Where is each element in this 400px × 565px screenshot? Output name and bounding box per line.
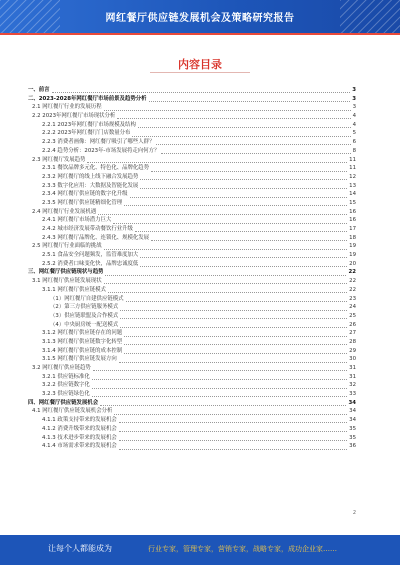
toc-entry[interactable] [28,373,356,382]
toc-entry-title: 2.3.5 网红餐厅供应链精细化管理 [42,199,123,206]
toc-entry-page: 3 [352,87,356,93]
report-title: 网红餐厅供应链发展机会及策略研究报告 [105,13,295,24]
toc-entry-title: 2.3.2 网红餐厅的线上线下融合发展趋势 [42,173,139,180]
toc-leader-dots [98,213,347,215]
toc-entry[interactable] [28,390,356,399]
toc-entry-page: 23 [349,295,356,302]
toc-entry[interactable] [28,364,356,373]
toc-entry-page: 4 [352,121,356,128]
toc-entry[interactable] [28,86,356,95]
toc-leader-dots [100,404,346,406]
toc-entry-title: 2.3.1 餐饮品牌多元化、特色化、品牌化趋势 [42,165,150,172]
footer-banner [0,535,400,565]
toc-entry-title: 2.2.2 2023年网红餐厅门店数量分布 [42,130,131,137]
toc-entry[interactable] [28,268,356,277]
toc-leader-dots [132,135,350,137]
toc-entry[interactable] [28,225,356,234]
toc-entry-page: 22 [349,286,356,293]
toc-leader-dots [117,117,350,119]
toc-leader-dots [124,204,347,206]
toc-entry[interactable] [28,251,356,260]
toc-leader-dots [120,326,347,328]
toc-leader-dots [149,100,351,102]
toc-leader-dots [124,352,347,354]
toc-entry[interactable] [28,416,356,425]
toc-leader-dots [119,430,347,432]
toc-entry-page: 20 [349,260,356,267]
toc-entry-title: 四、网红餐厅供应链发展机会 [28,399,99,406]
toc-entry-title: 4.1 网红餐厅供应链发展机会分析 [32,408,113,415]
toc-entry[interactable] [28,295,356,304]
toc-entry-title: 3.1 网红餐厅供应链发展现状 [32,278,102,285]
toc-entry-title: 2.2.4 趋势分析：2023年-市场发展将走向何方？ [42,147,160,154]
toc-entry[interactable] [28,381,356,390]
toc-leader-dots [52,91,351,93]
toc-entry-page: 36 [349,443,356,450]
toc-entry[interactable] [28,138,356,147]
toc-entry-title: 2.3.3 数字化应用：大数据及智能化发展 [42,182,139,189]
toc-entry-page: 19 [349,243,356,250]
toc-entry-page: 13 [349,182,356,189]
toc-entry-page: 22 [348,269,356,276]
toc-entry[interactable] [28,234,356,243]
toc-entry-title: 2.3.4 网红餐厅供应链的数字化升级 [42,191,128,198]
page-number: 2 [352,510,356,516]
toc-entry[interactable] [28,355,356,364]
toc-entry-title: 3.1.2 网红餐厅供应链存在的问题 [42,330,123,337]
toc-entry[interactable] [28,442,356,451]
toc-entry-page: 27 [349,330,356,337]
toc-entry[interactable] [28,103,356,112]
toc-entry-title: 2.5.2 消费者口味变化快，品牌忠诚度低 [42,260,139,267]
toc-leader-dots [119,361,347,363]
toc-entry-title: 4.1.3 技术进步带来的发展机会 [42,434,117,441]
toc-entry[interactable] [28,121,356,130]
toc-entry-title: 4.1.1 政策支持带来的发展机会 [42,417,117,424]
toc-entry-page: 16 [349,217,356,224]
toc-entry[interactable] [28,95,356,104]
toc-entry-page: 15 [349,199,356,206]
toc-leader-dots [151,239,347,241]
toc-entry-page: 34 [349,417,356,424]
toc-leader-dots [151,170,347,172]
toc-entry[interactable] [28,260,356,269]
toc-entry-title: （3）供应链联盟及合作模式 [50,312,119,319]
toc-entry-page: 17 [349,226,356,232]
toc-entry-page: 24 [349,304,356,311]
toc-entry-title: 2.3 网红餐厅发展趋势 [32,156,86,163]
toc-leader-dots [105,274,346,276]
toc-leader-dots [93,369,347,371]
toc-heading: 内容目录 [178,58,222,71]
toc-entry[interactable] [28,129,356,138]
toc-entry-title: （4）中央厨房统一配送模式 [50,321,119,328]
toc-entry-page: 4 [352,113,356,120]
toc-entry-page: 5 [352,130,356,137]
toc-entry-page: 19 [349,252,356,259]
toc-entry-title: 2.4 网红餐厅行业发展机遇 [32,208,97,215]
toc-leader-dots [140,178,347,180]
toc-entry-title: 3.1.5 网红餐厅供应链发展方向 [42,356,117,363]
toc-leader-dots [113,222,347,224]
toc-entry[interactable] [28,156,356,165]
toc-entry-title: 3.2.3 供应链绿色化 [42,391,90,398]
toc-entry[interactable] [28,147,356,156]
toc-entry-title: 2.4.2 城市经济发展带动餐饮行业升级 [42,226,133,232]
toc-entry-title: 3.1.3 网红餐厅供应链数字化转型 [42,338,123,345]
toc-entry-title: 4.1.2 消费升级带来的发展机会 [42,425,117,432]
toc-entry-title: 三、网红餐厅供应链现状与趋势 [28,269,104,276]
toc-leader-dots [92,395,347,397]
toc-entry-page: 32 [349,382,356,389]
toc-leader-dots [119,448,347,450]
toc-entry[interactable] [28,182,356,191]
toc-entry[interactable] [28,216,356,225]
toc-leader-dots [92,387,347,389]
toc-entry-title: （1）网红餐厅自建供应链模式 [50,295,124,302]
toc-entry[interactable] [28,312,356,321]
toc-leader-dots [119,439,347,441]
toc-leader-dots [161,152,350,154]
toc-leader-dots [156,143,350,145]
toc-entry-page: 35 [349,425,356,432]
toc-entry-title: 2.1 网红餐厅行业的发展历程 [32,104,102,111]
toc-leader-dots [120,317,347,319]
toc-entry[interactable] [28,303,356,312]
toc-entry-page: 12 [349,173,356,180]
toc-leader-dots [114,413,347,415]
toc-entry-page: 6 [352,139,356,146]
toc-entry[interactable] [28,329,356,338]
toc-entry-page: 3 [352,104,356,111]
toc-leader-dots [140,256,347,258]
toc-entry-title: 4.1.4 市场需求带来的发展机会 [42,443,117,450]
toc-entry[interactable] [28,242,356,251]
toc-leader-dots [108,291,347,293]
footer-tagline: 行业专家，管理专家，营销专家，战略专家，成功企业家…… [148,545,337,553]
toc-entry-page: 34 [348,399,356,406]
toc-entry[interactable] [28,286,356,295]
toc-entry-title: 3.2.2 供应链数字化 [42,382,90,389]
toc-entry-page: 30 [349,356,356,363]
toc-entry-page: 22 [349,278,356,285]
toc-entry-title: 2.5.1 食品安全问题频发，监管难度加大 [42,252,139,259]
toc-leader-dots [140,187,347,189]
toc-entry-title: 2.4.3 网红餐厅品牌化、连锁化、规模化发展 [42,234,150,241]
toc-entry-page: 31 [349,365,356,371]
toc-leader-dots [104,282,348,284]
toc-entry[interactable] [28,321,356,330]
toc-leader-dots [124,343,347,345]
toc-leader-dots [124,335,347,337]
toc-entry-title: 2.2.1 2023年网红餐厅市场规模及结构 [42,121,136,128]
toc-entry[interactable] [28,199,356,208]
toc-entry-page: 26 [349,321,356,328]
toc-entry[interactable] [28,347,356,356]
toc-entry-title: 2.2 2023年网红餐厅市场现状分析 [32,113,116,120]
toc-entry[interactable] [28,277,356,286]
toc-entry-title: 2.4.1 网红餐厅市场潜力巨大 [42,217,112,224]
toc-entry[interactable] [28,425,356,434]
toc-entry[interactable] [28,112,356,121]
toc-heading-underline [150,72,250,73]
toc-entry-page: 34 [349,408,356,415]
toc-leader-dots [126,300,348,302]
toc-entry-title: 二、2023-2028年网红餐厅市场前景及趋势分析 [28,95,147,102]
toc-leader-dots [135,230,347,232]
toc-entry[interactable] [28,434,356,443]
toc-entry-page: 3 [352,95,356,102]
toc-leader-dots [130,196,348,198]
toc-entry[interactable] [28,338,356,347]
toc-entry-page: 11 [349,165,356,172]
toc-entry-page: 31 [349,373,356,380]
toc-entry-title: 2.2.3 消费者画像：网红餐厅吸引了哪些人群？ [42,139,155,146]
toc-leader-dots [140,265,347,267]
toc-leader-dots [87,161,347,163]
toc-leader-dots [138,126,351,128]
toc-entry-page: 18 [349,234,356,241]
toc-leader-dots [120,309,347,311]
toc-entry-page: 25 [349,312,356,319]
toc-entry-title: （2）第三方供应链服务模式 [50,304,119,311]
toc-entry-title: 3.1.1 网红餐厅供应链模式 [42,286,106,293]
toc-leader-dots [104,248,348,250]
toc-entry-page: 8 [352,147,356,154]
toc-entry-title: 一、前言 [28,87,50,93]
toc-entry-page: 16 [349,208,356,215]
report-header [0,0,400,35]
toc-entry[interactable] [28,407,356,416]
toc-leader-dots [92,378,347,380]
toc-entry-page: 11 [349,156,356,163]
toc-leader-dots [104,109,351,111]
toc-entry-title: 3.2.1 供应链标准化 [42,373,90,380]
toc-entry[interactable] [28,190,356,199]
toc-entry-title: 3.1.4 网红餐厅供应链的成本控制 [42,347,123,354]
toc-entry-page: 29 [349,347,356,354]
toc-leader-dots [119,421,347,423]
toc-entry-title: 3.2 网红餐厅供应链趋势 [32,365,91,371]
toc-entry[interactable] [28,164,356,173]
toc-entry-page: 28 [349,338,356,345]
toc-entry-page: 14 [349,191,356,198]
toc-entry-page: 33 [349,391,356,398]
toc-entry[interactable] [28,208,356,217]
toc-entry[interactable] [28,173,356,182]
toc-entry[interactable] [28,399,356,408]
table-of-contents [28,86,356,451]
toc-entry-page: 35 [349,434,356,441]
footer-slogan: 让每个人都能成为 [48,544,112,553]
toc-entry-title: 2.5 网红餐厅行业面临的挑战 [32,243,102,250]
